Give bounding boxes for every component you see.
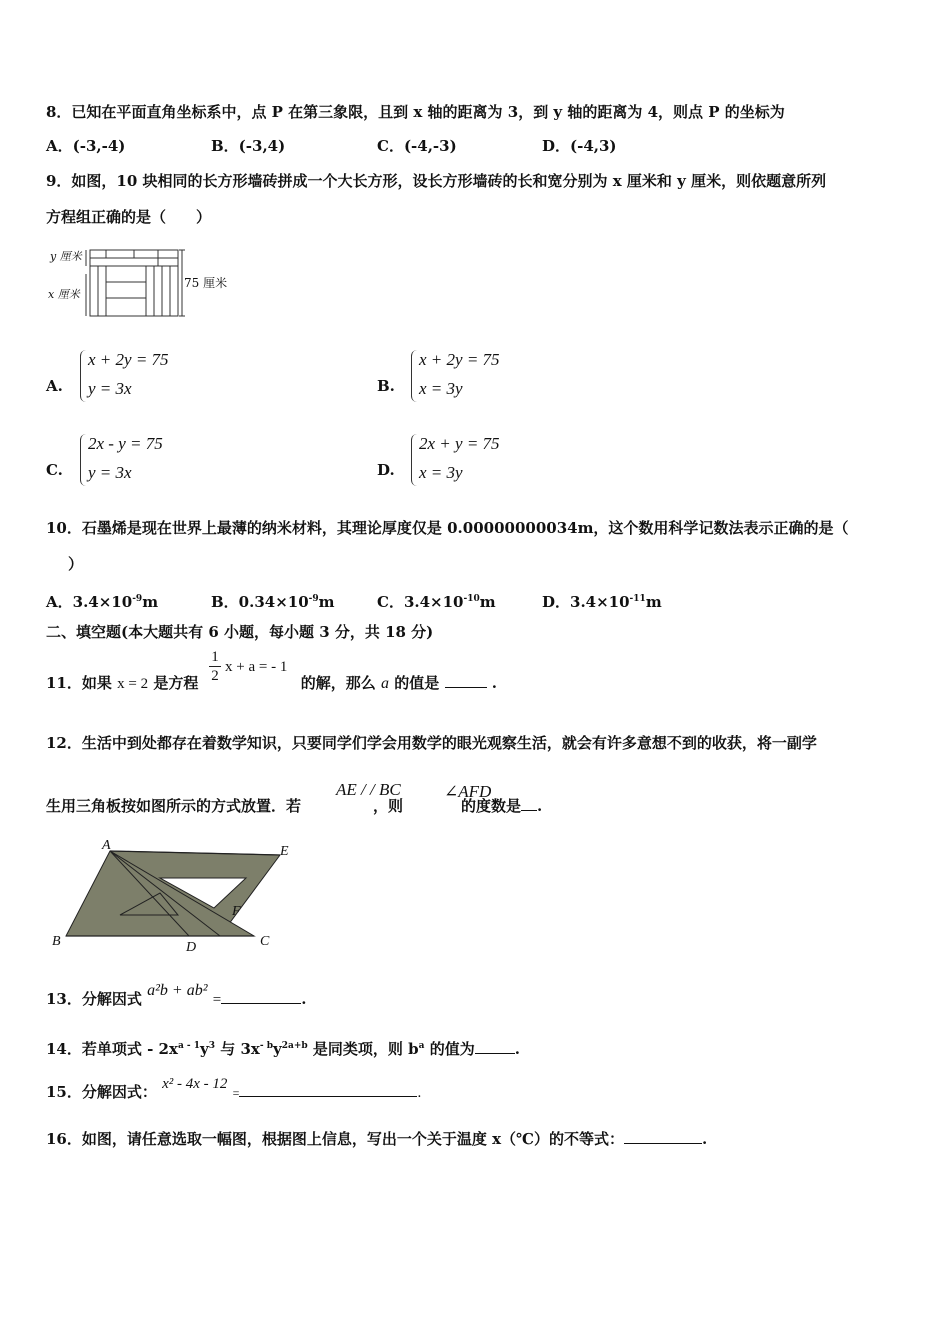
q9-option-b-eq1: x + 2y = 75	[419, 350, 500, 369]
q10-option-d-unit: m	[645, 593, 662, 611]
q12-label-d: D	[186, 940, 197, 955]
q9-option-a-eq2: y = 3x	[88, 379, 132, 398]
q14-text: 14．若单项式 - 2x	[46, 1040, 178, 1058]
q10-option-c-unit: m	[479, 593, 496, 611]
q10-option-b-exp: -9	[308, 594, 319, 604]
q11-condition: x = 2	[117, 676, 149, 692]
q13-prefix: 13．分解因式	[46, 990, 142, 1008]
q9-option-a-eq1: x + 2y = 75	[88, 350, 169, 369]
q13-line	[46, 982, 307, 1010]
q14-line	[46, 1036, 520, 1059]
q14-exp3: - b	[259, 1041, 274, 1051]
q10-stem-line1: 10．石墨烯是现在世界上最薄的纳米材料，其理论厚度仅是 0.00000000034m，这个数用科学记数法表示正确的是（	[46, 519, 849, 537]
q14-y2: y	[273, 1040, 282, 1058]
q15-equals: =	[232, 1086, 240, 1100]
q9-option-d-eq2: x = 3y	[419, 463, 463, 482]
q8-option-a: A．(-3,-4)	[46, 137, 126, 155]
q16-end: .	[702, 1130, 708, 1148]
q10-option-c-exp: -10	[463, 594, 480, 604]
q9-label-height: 75 厘米	[184, 276, 228, 290]
q12-line2-a: 生用三角板按如图所示的方式放置．若	[46, 797, 302, 815]
q8-stem: 8．已知在平面直角坐标系中，点 P 在第三象限，且到 x 轴的距离为 3，到 y 轴的距离为 4，则点 P 的坐标为	[46, 103, 785, 121]
q12-parallel-condition: AE / / BC	[336, 780, 401, 799]
q13-expression: a²b + ab²	[147, 982, 208, 999]
q11-post: 的解，那么	[300, 674, 376, 692]
q10-option-d-text: D．3.4×10	[542, 593, 630, 611]
q9-stem-line1: 9．如图，10 块相同的长方形墙砖拼成一个大长方形，设长方形墙砖的长和宽分别为 x 厘米和 y 厘米，则依题意所列	[46, 172, 827, 190]
q9-stem-line2: 方程组正确的是（ ）	[46, 208, 212, 226]
q9-label-x: x 厘米	[48, 288, 80, 301]
q14-post2: 的值为	[424, 1040, 475, 1058]
q12-answer-blank[interactable]	[521, 796, 537, 811]
q10-option-c-text: C．3.4×10	[377, 593, 464, 611]
q11-end: .	[491, 674, 497, 692]
q15-answer-blank[interactable]	[239, 1082, 417, 1097]
q16-text: 16．如图，请任意选取一幅图，根据图上信息，写出一个关于温度 x（℃）的不等式：	[46, 1130, 625, 1148]
q11-fraction	[209, 648, 221, 685]
q10-option-b-text: B．0.34×10	[211, 593, 309, 611]
q11-variable: a	[381, 675, 390, 692]
q10-option-c	[377, 589, 496, 612]
q12-line2-c: 的度数是	[461, 797, 522, 815]
q14-end: .	[514, 1040, 520, 1058]
q9-option-d-eq1: 2x + y = 75	[419, 434, 500, 453]
q8-option-d: D．(-4,3)	[542, 137, 617, 155]
q11-answer-blank[interactable]	[445, 673, 487, 688]
q10-option-a-text: A．3.4×10	[46, 593, 133, 611]
q12-label-f: F	[232, 904, 241, 919]
q13-equals: =	[212, 992, 222, 1008]
q15-line	[46, 1076, 422, 1103]
q9-label-y: y 厘米	[50, 250, 82, 263]
q15-prefix: 15．分解因式：	[46, 1083, 157, 1101]
q11-equation: x + a = - 1	[225, 659, 288, 675]
q10-option-d	[542, 589, 662, 612]
q12-label-a: A	[102, 838, 111, 853]
q9-brick-figure	[46, 246, 236, 320]
q9-option-c-label: C.	[46, 461, 63, 479]
q13-end: .	[301, 990, 307, 1008]
q12-label-c: C	[260, 934, 270, 949]
q10-option-d-exp: -11	[629, 594, 646, 604]
q16-answer-blank[interactable]	[624, 1129, 702, 1144]
q11-numerator: 1	[211, 649, 219, 665]
q9-option-b-label: B.	[377, 377, 395, 395]
q10-option-a-unit: m	[142, 593, 159, 611]
q10-option-a	[46, 589, 158, 612]
q14-exp5: a	[418, 1041, 425, 1051]
q9-option-b-eq2: x = 3y	[419, 379, 463, 398]
q9-option-c-eq2: y = 3x	[88, 463, 132, 482]
q8-option-b: B．(-3,4)	[211, 137, 286, 155]
q15-expression: x² - 4x - 12	[162, 1076, 228, 1092]
section-heading-fill-blank: 二、填空题(本大题共有 6 小题，每小题 3 分，共 18 分)	[46, 623, 434, 641]
q10-option-a-exp: -9	[132, 594, 143, 604]
q14-exp4: 2a+b	[281, 1041, 308, 1051]
q14-mid: 与 3x	[215, 1040, 260, 1058]
q9-option-c-eq1: 2x - y = 75	[88, 434, 163, 453]
q9-option-b-brace	[411, 350, 418, 402]
q12-stem-line1: 12．生活中到处都存在着数学知识，只要同学们学会用数学的眼光观察生活，就会有许多意想不到的收获，将一副学	[46, 734, 817, 752]
q16-line	[46, 1129, 707, 1149]
q14-post: 是同类项，则 b	[307, 1040, 419, 1058]
q12-angle: ∠AFD	[444, 782, 492, 801]
q15-end: .	[417, 1085, 422, 1101]
q11-prefix: 11．如果	[46, 674, 112, 692]
q9-option-a-label: A.	[46, 377, 63, 395]
q12-line2-b: ，则	[373, 797, 404, 815]
q9-option-c-brace	[80, 434, 87, 486]
q11-line	[46, 673, 497, 694]
q14-exp2: 3	[208, 1041, 216, 1051]
q12-triangle-figure	[48, 838, 308, 958]
q11-denominator: 2	[209, 666, 221, 685]
q8-option-c: C．(-4,-3)	[377, 137, 457, 155]
q12-label-b: B	[52, 934, 61, 949]
q12-end: .	[537, 797, 543, 815]
q10-stem-line2: ）	[68, 555, 84, 573]
q14-answer-blank[interactable]	[475, 1039, 515, 1054]
q14-exp1: a - 1	[177, 1041, 201, 1051]
q10-option-b	[211, 589, 335, 612]
q11-post2: 的值是	[394, 674, 440, 692]
q14-y: y	[200, 1040, 209, 1058]
q10-option-b-unit: m	[318, 593, 335, 611]
q11-mid: 是方程	[153, 674, 199, 692]
q13-answer-blank[interactable]	[221, 989, 301, 1004]
q9-option-d-brace	[411, 434, 418, 486]
q9-option-d-label: D.	[377, 461, 395, 479]
q9-option-a-brace	[80, 350, 87, 402]
q12-label-e: E	[280, 844, 289, 859]
